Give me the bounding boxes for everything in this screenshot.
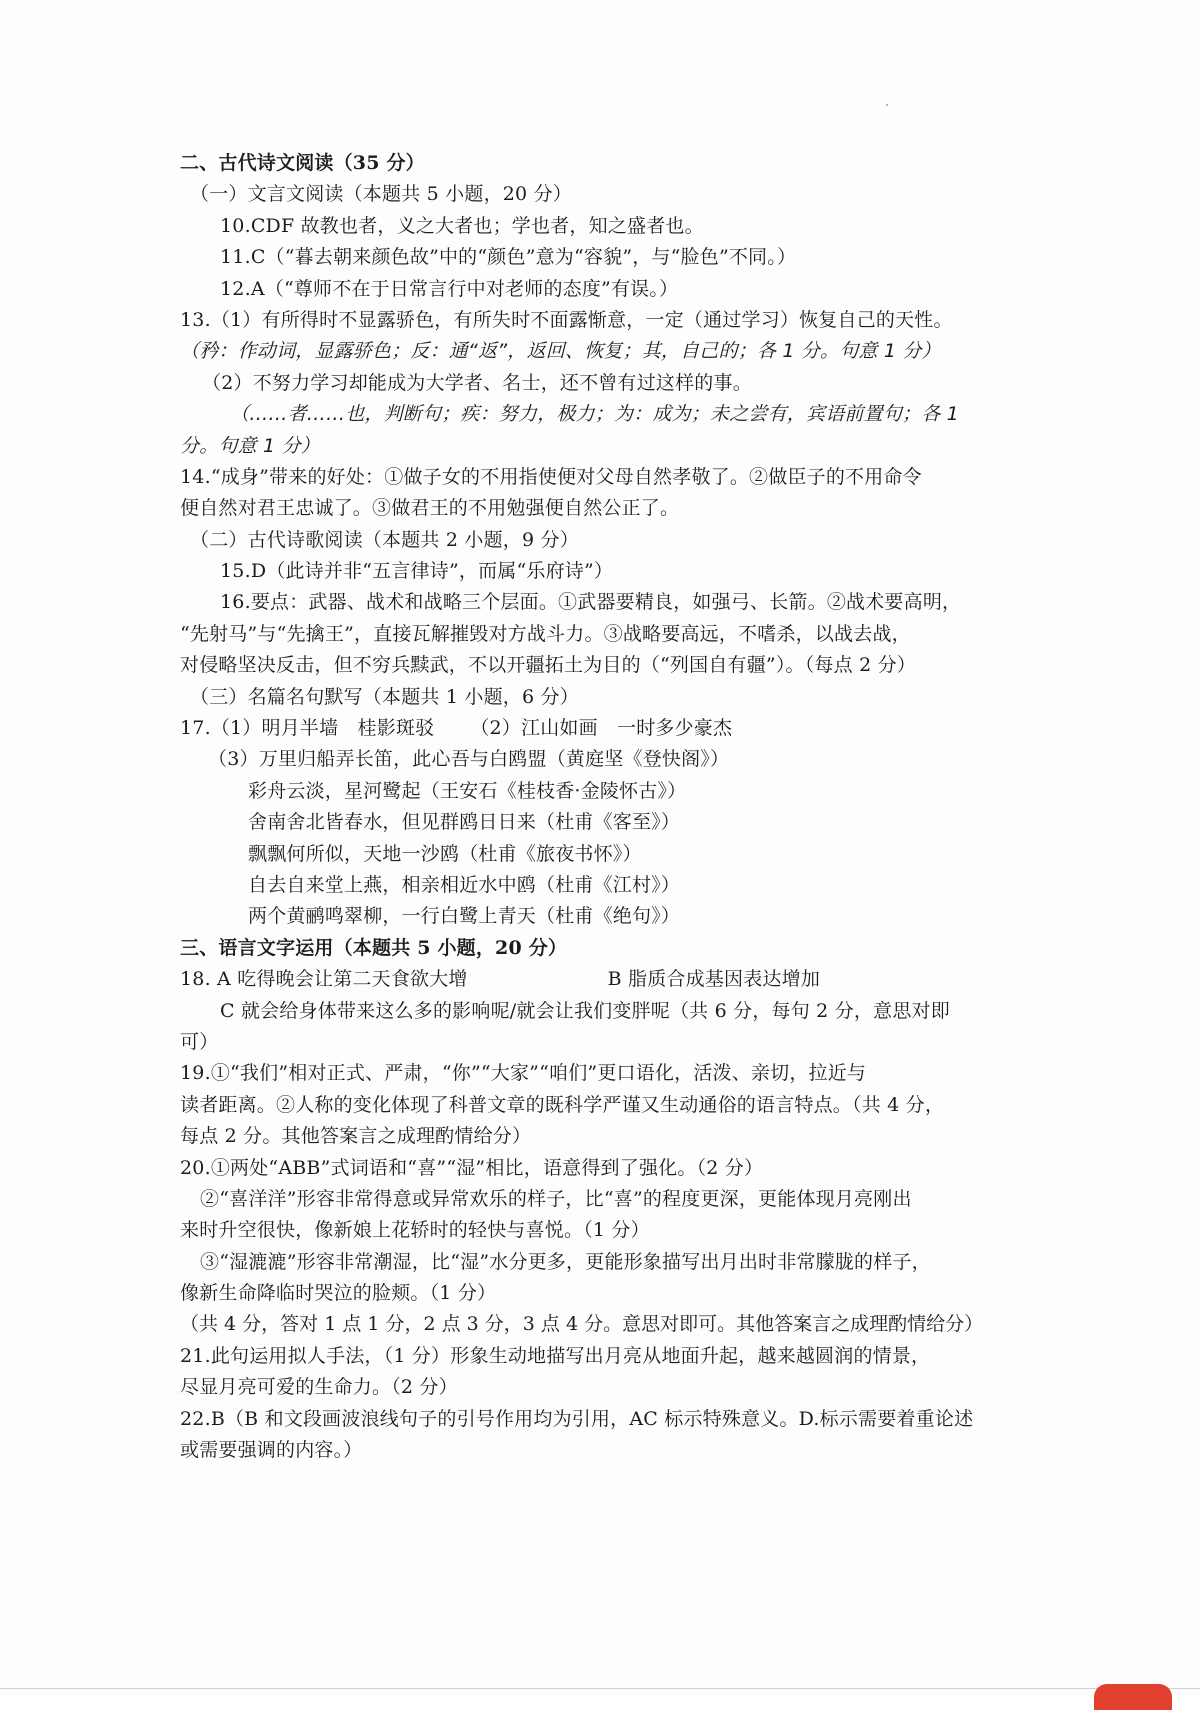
answer-13-1: 13.（1）有所得时不显露骄色，有所失时不面露惭意，一定（通过学习）恢复自己的天性。 — [180, 308, 953, 331]
answer-10: 10.CDF 故教也者，义之大者也；学也者，知之盛者也。 — [220, 214, 704, 237]
answer-19: 19.①“我们”相对正式、严肃，“你”“大家”“咱们”更口语化，活泼、亲切，拉近与 — [180, 1062, 867, 1085]
answer-21: 21.此句运用拟人手法，（1 分）形象生动地描写出月亮从地面升起，越来越圆润的情景， — [180, 1344, 931, 1367]
answer-17-row — [180, 713, 1020, 744]
corner-badge — [1094, 1684, 1172, 1710]
answer-13-2-note-cont: 分。句意 1 分） — [180, 434, 320, 457]
answer-22-cont: 或需要强调的内容。） — [180, 1439, 363, 1462]
section-heading-language-use: 三、语言文字运用（本题共 5 小题，20 分） — [180, 936, 568, 959]
answer-22: 22.B（B 和文段画波浪线句子的引号作用均为引用，AC 标示特殊意义。D.标示需要着重论述 — [180, 1407, 974, 1430]
answer-13-2: （2）不努力学习却能成为大学者、名士，还不曾有过这样的事。 — [202, 371, 752, 394]
answer-18-a: 18. A 吃得晚会让第二天食欲大增 — [180, 968, 468, 991]
answer-11: 11.C（“暮去朝来颜色故”中的“颜色”意为“容貌”，与“脸色”不同。） — [220, 246, 797, 269]
answer-13-2-note: （……者……也，判断句；疾：努力，极力；为：成为；未之尝有，宾语前置句；各 1 — [230, 403, 959, 426]
answer-14-cont: 便自然对君王忠诚了。③做君王的不用勉强便自然公正了。 — [180, 497, 680, 520]
answer-17-line-a: 彩舟云淡，星河鹭起（王安石《桂枝香·金陵怀古》） — [248, 779, 687, 802]
subsection-classical-prose: （一）文言文阅读（本题共 5 小题，20 分） — [190, 183, 572, 206]
answer-15: 15.D（此诗并非“五言律诗”，而属“乐府诗”） — [220, 560, 614, 583]
answer-18-row — [180, 964, 1020, 995]
answer-20-2: ②“喜洋洋”形容非常得意或异常欢乐的样子，比“喜”的程度更深，更能体现月亮刚出 — [200, 1187, 912, 1210]
answer-16: 16.要点：武器、战术和战略三个层面。①武器要精良，如强弓、长箭。②战术要高明， — [220, 591, 962, 614]
answer-18-c: C 就会给身体带来这么多的影响呢/就会让我们变胖呢（共 6 分，每句 2 分，意思对即 — [220, 999, 950, 1022]
answer-17-line-d: 自去自来堂上燕，相亲相近水中鸥（杜甫《江村》） — [248, 873, 681, 896]
answer-18-b: B 脂质合成基因表达增加 — [607, 968, 821, 991]
answer-16-cont-2: 对侵略坚决反击，但不穷兵黩武，不以开疆拓土为目的（“列国自有疆”）。（每点 2 分） — [180, 654, 916, 677]
answer-18-c-cont: 可） — [180, 1030, 219, 1053]
answer-13-1-note: （矜：作动词，显露骄色；反：通“返”，返回、恢复；其，自己的；各 1 分。句意 1 分） — [180, 340, 941, 363]
answer-key-body — [180, 148, 1020, 1466]
answer-19-cont-2: 每点 2 分。其他答案言之成理酌情给分） — [180, 1125, 532, 1148]
answer-20-2-cont: 来时升空很快，像新娘上花轿时的轻快与喜悦。（1 分） — [180, 1219, 650, 1242]
subsection-ancient-poetry: （二）古代诗歌阅读（本题共 2 小题，9 分） — [190, 528, 579, 551]
subsection-famous-lines: （三）名篇名句默写（本题共 1 小题，6 分） — [190, 685, 579, 708]
answer-19-cont-1: 读者距离。②人称的变化体现了科普文章的既科学严谨又生动通俗的语言特点。（共 4 分， — [180, 1093, 945, 1116]
answer-17-2: （2）江山如画 一时多少豪杰 — [470, 717, 733, 740]
answer-20: 20.①两处“ABB”式词语和“喜”“湿”相比，语意得到了强化。（2 分） — [180, 1156, 764, 1179]
answer-14: 14.“成身”带来的好处：①做子女的不用指使便对父母自然孝敬了。②做臣子的不用命令 — [180, 465, 922, 488]
scan-speck — [886, 104, 888, 106]
answer-17-3: （3）万里归船弄长笛，此心吾与白鸥盟（黄庭坚《登快阁》） — [208, 748, 730, 771]
answer-17-1: 17.（1）明月半墙 桂影斑驳 — [180, 717, 435, 740]
answer-17-line-b: 舍南舍北皆春水，但见群鸥日日来（杜甫《客至》） — [248, 811, 681, 834]
answer-20-3: ③“湿漉漉”形容非常潮湿，比“湿”水分更多，更能形象描写出月出时非常朦胧的样子， — [200, 1250, 931, 1273]
answer-16-cont-1: “先射马”与“先擒王”，直接瓦解摧毁对方战斗力。③战略要高远，不嗜杀，以战去战， — [180, 622, 911, 645]
page-bottom-edge — [0, 1688, 1200, 1689]
answer-20-scoring: （共 4 分，答对 1 点 1 分，2 点 3 分，3 点 4 分。意思对即可。其他答案言之成理酌情给分） — [180, 1313, 984, 1336]
answer-21-cont: 尽显月亮可爱的生命力。（2 分） — [180, 1376, 458, 1399]
answer-17-line-e: 两个黄鹂鸣翠柳，一行白鹭上青天（杜甫《绝句》） — [248, 905, 681, 928]
answer-17-line-c: 飘飘何所似，天地一沙鸥（杜甫《旅夜书怀》） — [248, 842, 642, 865]
section-heading-ancient-poetry: 二、古代诗文阅读（35 分） — [180, 152, 425, 174]
answer-20-3-cont: 像新生命降临时哭泣的脸颊。（1 分） — [180, 1282, 497, 1305]
answer-12: 12.A（“尊师不在于日常言行中对老师的态度”有误。） — [220, 277, 679, 300]
